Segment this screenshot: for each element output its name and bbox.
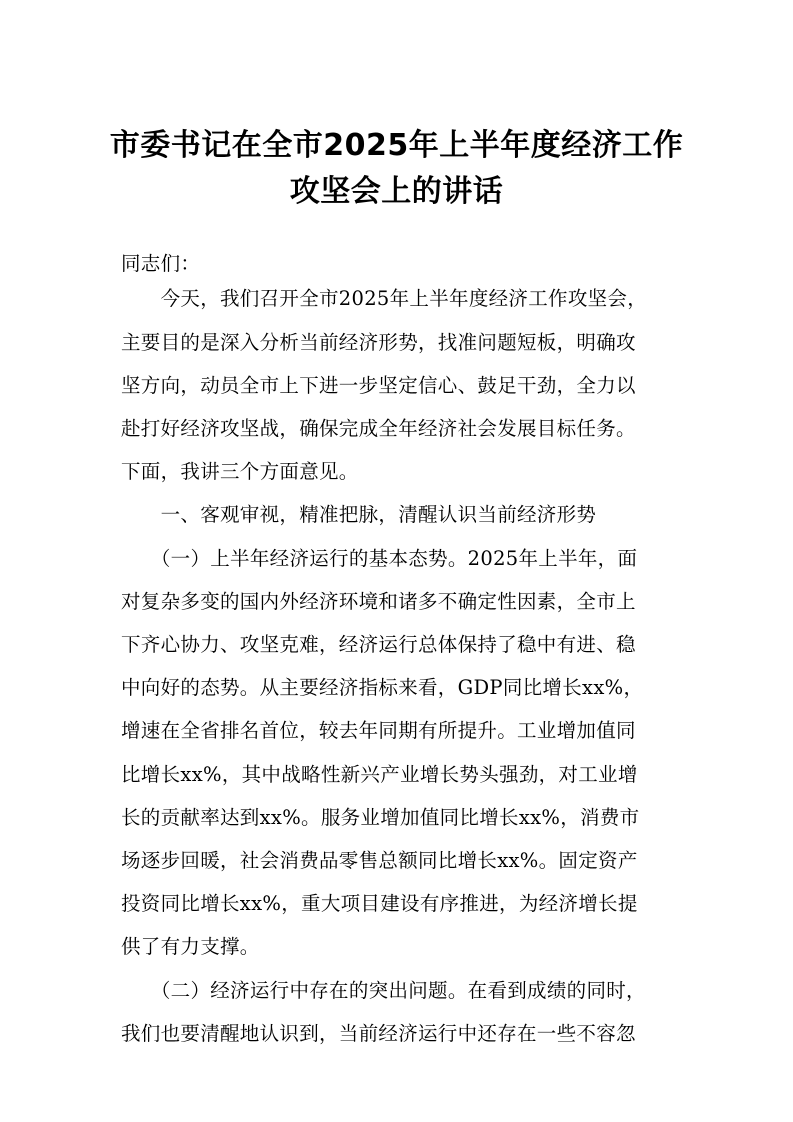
body-line: （一）上半年经济运行的基本态势。2025年上半年，面 (121, 547, 638, 570)
body-line: 下面，我讲三个方面意见。 (121, 460, 359, 483)
body-line: 长的贡献率达到xx%。服务业增加值同比增长xx%，消费市 (121, 806, 640, 829)
body-line: 对复杂多变的国内外经济环境和诸多不确定性因素，全市上 (121, 590, 636, 613)
body-line: 下齐心协力、攻坚克难，经济运行总体保持了稳中有进、稳 (121, 633, 636, 656)
body-line: 供了有力支撑。 (121, 935, 260, 958)
body-line: 主要目的是深入分析当前经济形势，找准问题短板，明确攻 (121, 331, 636, 354)
body-line: 坚方向，动员全市上下进一步坚定信心、鼓足干劲，全力以 (121, 374, 636, 397)
body-line: （二）经济运行中存在的突出问题。在看到成绩的同时， (121, 979, 646, 1002)
body-line: 赴打好经济攻坚战，确保完成全年经济社会发展目标任务。 (121, 417, 636, 440)
body-line: 今天，我们召开全市2025年上半年度经济工作攻坚会， (121, 287, 648, 310)
body-line: 增速在全省排名首位，较去年同期有所提升。工业增加值同 (121, 719, 636, 742)
body-line: 我们也要清醒地认识到，当前经济运行中还存在一些不容忽 (121, 1022, 636, 1045)
document-title-line-1: 市委书记在全市2025年上半年度经济工作 (109, 128, 684, 163)
body-line: 投资同比增长xx%，重大项目建设有序推进，为经济增长提 (121, 892, 638, 915)
document-title-line-2: 攻坚会上的讲话 (289, 174, 504, 209)
body-line: 场逐步回暖，社会消费品零售总额同比增长xx%。固定资产 (121, 849, 638, 872)
section-heading: 一、客观审视，精准把脉，清醒认识当前经济形势 (121, 503, 597, 526)
body-line: 中向好的态势。从主要经济指标来看，GDP同比增长xx%， (121, 676, 644, 699)
body-line: 比增长xx%，其中战略性新兴产业增长势头强劲，对工业增 (121, 763, 638, 786)
body-line: 同志们： (121, 252, 201, 275)
